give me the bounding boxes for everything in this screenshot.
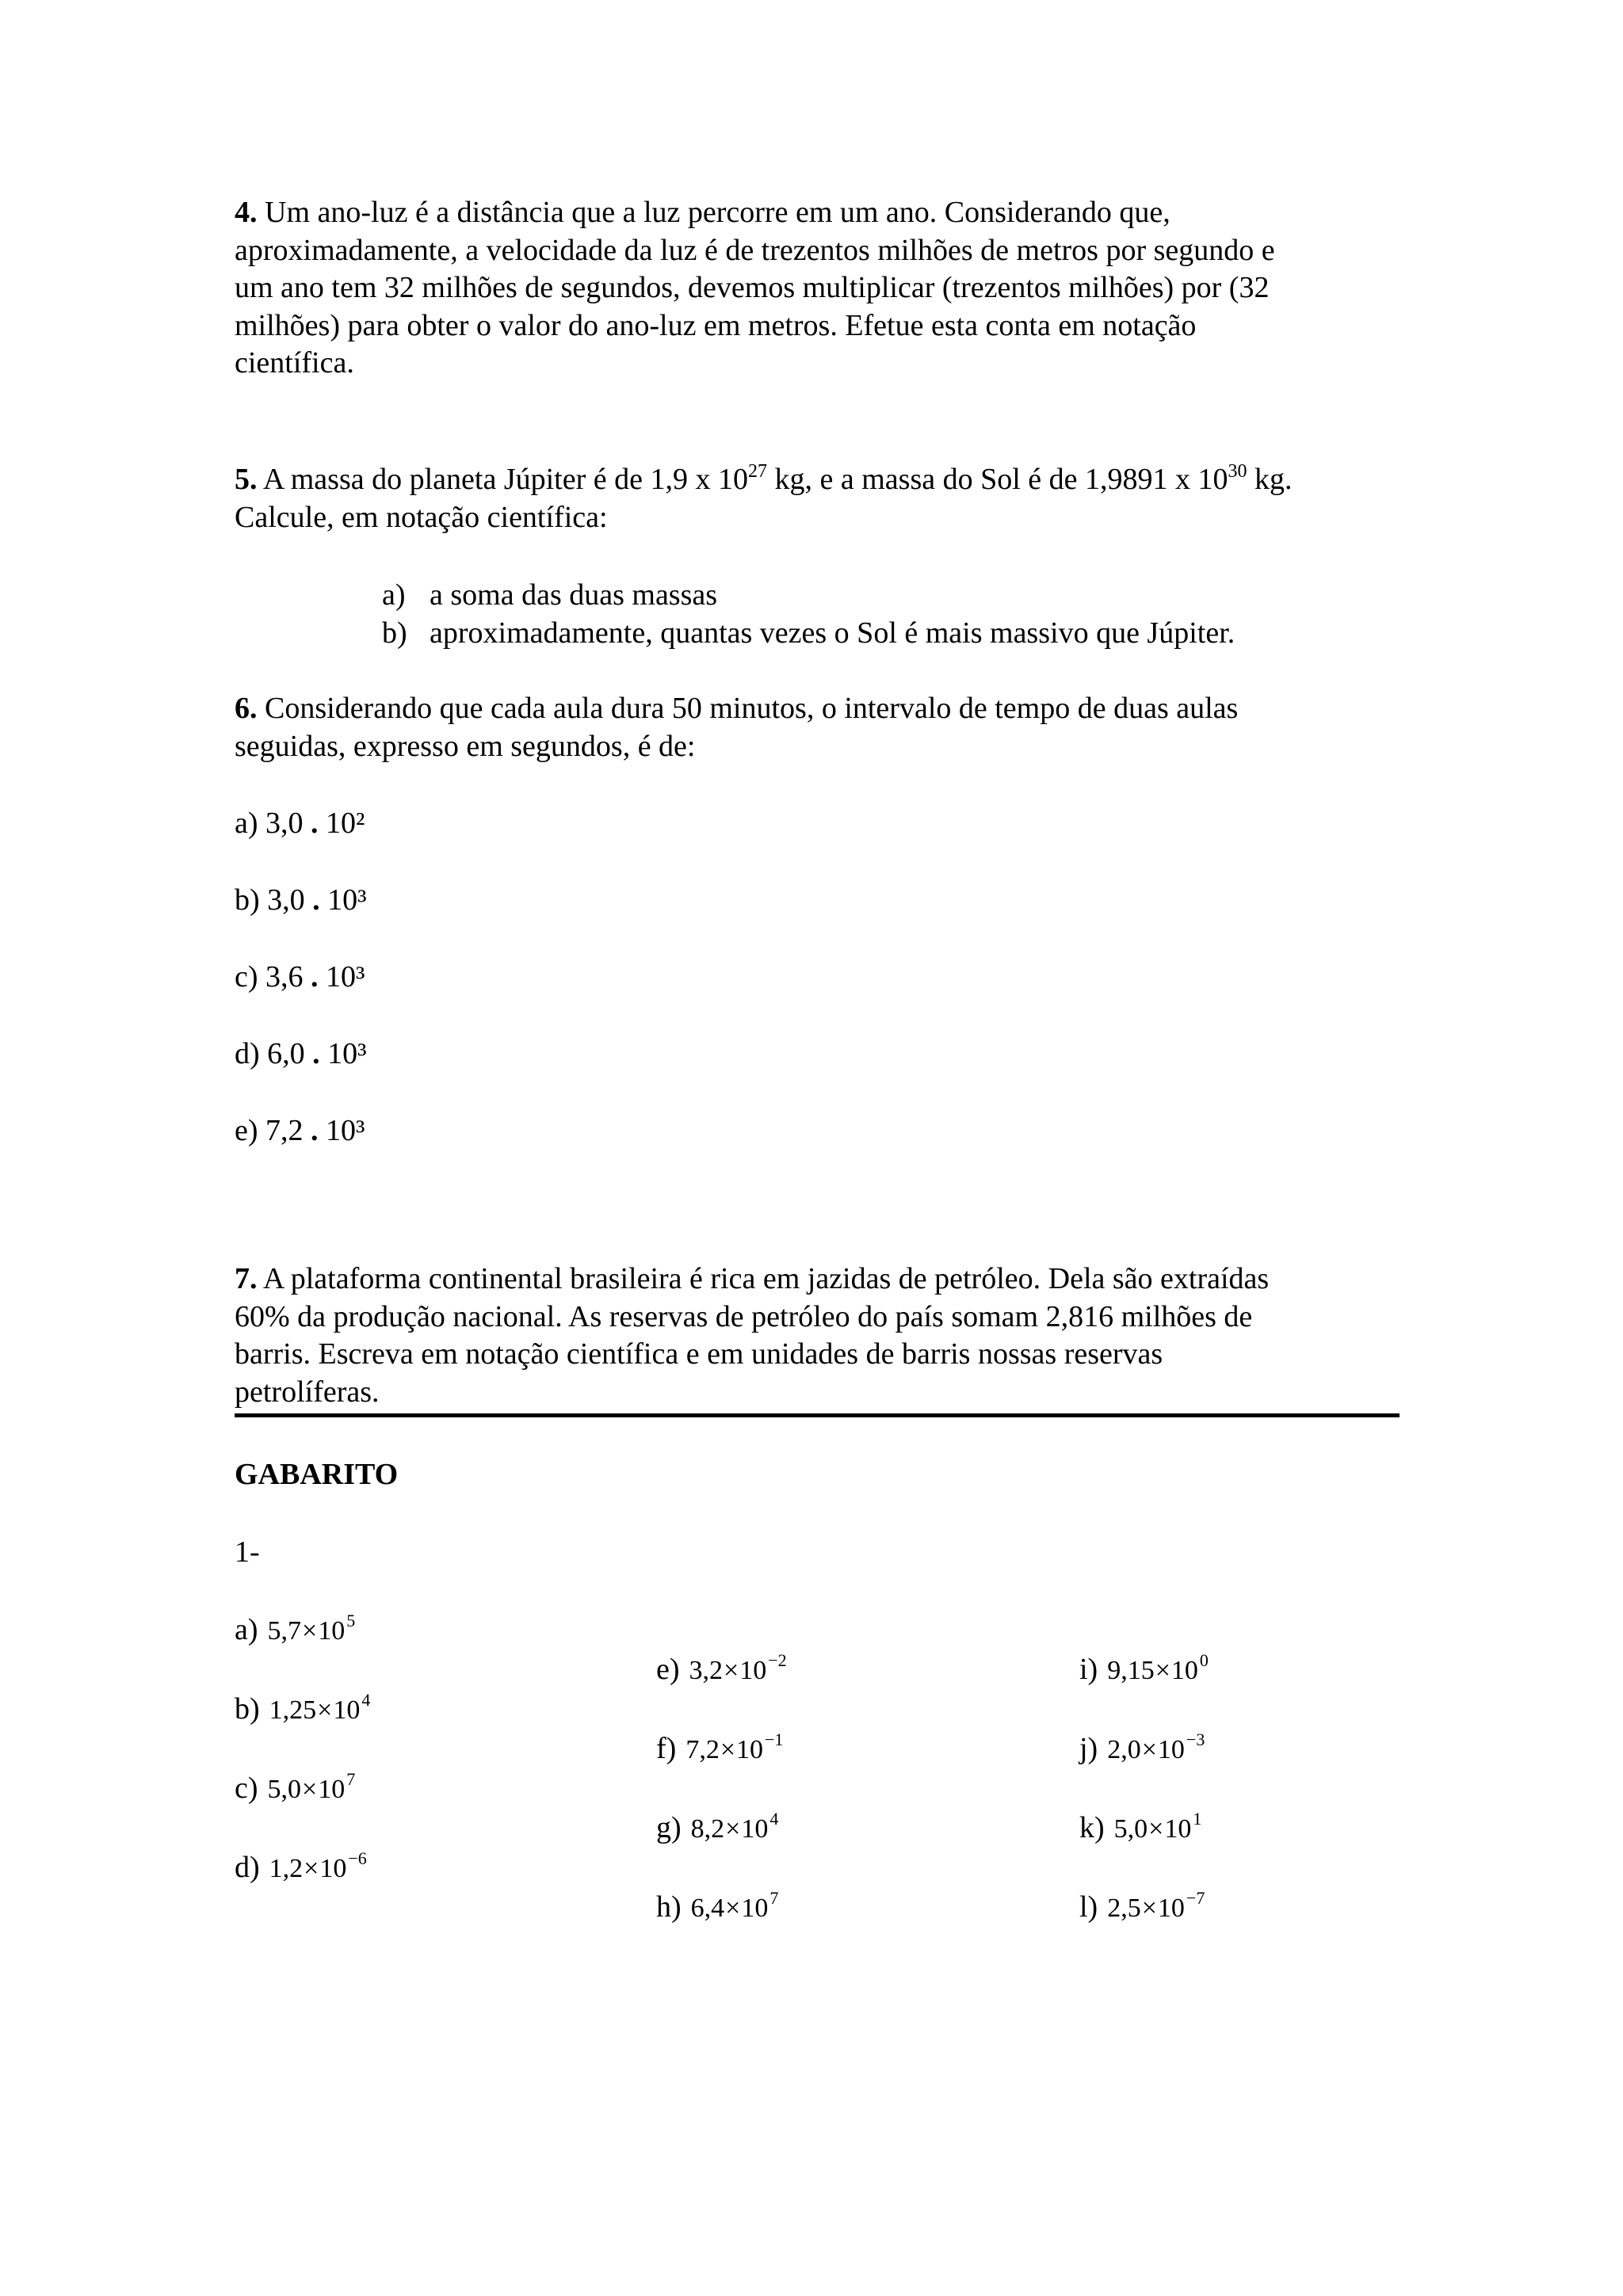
question-number: 7. — [235, 1262, 258, 1295]
question-number: 6. — [235, 692, 258, 725]
option-c — [235, 959, 1400, 997]
question-4-line-3: um ano tem 32 milhões de segundos, devemos multiplicar (trezentos milhões) por (32 — [235, 271, 1270, 304]
divider — [235, 1413, 1400, 1417]
question-text: kg. — [1247, 463, 1293, 496]
answer-label: d) — [235, 1851, 260, 1884]
question-4 — [235, 194, 1400, 383]
list-item-label: a) — [382, 578, 406, 612]
times-sign: × — [317, 1695, 333, 1725]
answer-section-label: 1- — [235, 1535, 260, 1569]
option-label: e) 7,2 — [235, 1114, 304, 1147]
list-item-label: b) — [382, 616, 407, 650]
question-text: A massa do planeta Júpiter é de 1,9 x 10 — [262, 463, 748, 496]
times-sign: × — [1141, 1735, 1157, 1764]
option-label: a) 3,0 — [235, 807, 304, 840]
base: 10 — [1164, 1814, 1192, 1844]
list-item-text: aproximadamente, quantas vezes o Sol é mais massivo que Júpiter. — [430, 616, 1235, 650]
question-6 — [235, 690, 1400, 765]
question-text: A plataforma continental brasileira é rica em jazidas de petróleo. Dela são extraídas — [262, 1262, 1270, 1295]
answer-expression — [267, 1611, 356, 1646]
question-text: Considerando que cada aula dura 50 minutos, o intervalo de tempo de duas aulas — [265, 692, 1239, 725]
exponent: 5 — [346, 1611, 356, 1630]
answer-item — [1079, 1810, 1201, 1848]
times-sign: × — [1141, 1894, 1157, 1923]
answer-label: g) — [656, 1811, 682, 1844]
exponent: 7 — [769, 1888, 779, 1908]
answer-expression — [690, 1809, 779, 1844]
mantissa: 5,0 — [1113, 1814, 1148, 1844]
mantissa: 5,0 — [267, 1775, 302, 1804]
base: 10 — [318, 1775, 346, 1804]
answer-label: i) — [1079, 1653, 1098, 1686]
answer-expression — [1107, 1650, 1209, 1685]
base: 10 — [741, 1814, 769, 1844]
base: 10 — [1157, 1894, 1185, 1923]
exponent: −7 — [1186, 1888, 1205, 1908]
mantissa: 3,2 — [689, 1656, 724, 1685]
answer-item — [656, 1651, 787, 1690]
question-text: Um ano-luz é a distância que a luz percorre em um ano. Considerando que, — [265, 196, 1170, 229]
option-b — [235, 882, 1400, 920]
mantissa: 9,15 — [1107, 1656, 1155, 1685]
mantissa: 5,7 — [267, 1616, 302, 1646]
question-4-line-4: milhões) para obter o valor do ano-luz em metros. Efetue esta conta em notação — [235, 308, 1197, 342]
answer-expression — [1107, 1730, 1205, 1764]
answer-item — [1079, 1889, 1205, 1928]
option-power: 10³ — [326, 1114, 365, 1147]
question-7-line-3: barris. Escreva em notação científica e em unidades de barris nossas reservas — [235, 1337, 1163, 1371]
exponent: 7 — [346, 1769, 356, 1789]
base: 10 — [736, 1735, 763, 1764]
option-power: 10² — [326, 807, 365, 840]
option-power: 10³ — [326, 960, 365, 994]
times-sign: × — [302, 1616, 318, 1646]
dot: . — [312, 883, 320, 917]
times-sign: × — [724, 1656, 739, 1685]
option-a — [235, 805, 1400, 843]
mantissa: 2,0 — [1107, 1735, 1141, 1764]
exponent: −6 — [348, 1848, 367, 1868]
times-sign: × — [302, 1775, 318, 1804]
exponent: 0 — [1199, 1650, 1209, 1670]
option-label: d) 6,0 — [235, 1037, 305, 1070]
mantissa: 1,2 — [269, 1854, 304, 1883]
answer-expression — [267, 1769, 356, 1804]
answer-item — [656, 1730, 783, 1769]
answer-item — [235, 1691, 370, 1730]
answer-label: a) — [235, 1613, 258, 1646]
answer-label: j) — [1079, 1732, 1098, 1765]
times-sign: × — [720, 1735, 735, 1764]
times-sign: × — [725, 1814, 741, 1844]
mantissa: 2,5 — [1107, 1894, 1141, 1923]
exponent: −1 — [765, 1730, 784, 1749]
option-power: 10³ — [327, 1037, 367, 1070]
dot: . — [311, 960, 319, 994]
base: 10 — [319, 1854, 347, 1883]
answer-label: b) — [235, 1692, 260, 1726]
answer-expression — [1107, 1888, 1205, 1923]
base: 10 — [741, 1894, 769, 1923]
base: 10 — [739, 1656, 767, 1685]
answer-item — [235, 1849, 367, 1888]
list-item — [382, 615, 1412, 653]
question-4-line-5: científica. — [235, 346, 354, 379]
mantissa: 8,2 — [690, 1814, 725, 1844]
times-sign: × — [1155, 1656, 1170, 1685]
exponent: 4 — [769, 1809, 779, 1829]
mantissa: 6,4 — [690, 1894, 725, 1923]
answer-item — [656, 1810, 778, 1848]
answer-key-title: GABARITO — [235, 1458, 399, 1491]
question-number: 4. — [235, 196, 258, 229]
answer-label: h) — [656, 1890, 682, 1924]
answer-expression — [685, 1730, 784, 1764]
answer-label: f) — [656, 1732, 677, 1765]
exponent: 30 — [1228, 461, 1247, 482]
answer-expression — [269, 1848, 367, 1883]
question-6-line-1 — [235, 690, 1400, 728]
answer-item — [656, 1889, 778, 1928]
base: 10 — [1170, 1656, 1198, 1685]
question-5-line-1 — [235, 461, 1400, 499]
answer-item — [235, 1770, 355, 1809]
exponent: 4 — [361, 1690, 371, 1710]
list-item — [382, 577, 1412, 615]
exponent: −2 — [768, 1650, 787, 1670]
option-label: c) 3,6 — [235, 960, 304, 994]
question-4-line-2: aproximadamente, a velocidade da luz é de trezentos milhões de metros por segundo e — [235, 233, 1275, 267]
mantissa: 7,2 — [685, 1735, 720, 1764]
times-sign: × — [725, 1894, 741, 1923]
times-sign: × — [304, 1854, 319, 1883]
answer-item — [235, 1611, 355, 1650]
answer-item — [1079, 1730, 1205, 1769]
answer-label: l) — [1079, 1890, 1098, 1924]
question-5-line-2: Calcule, em notação científica: — [235, 500, 608, 534]
exponent: 1 — [1193, 1809, 1202, 1829]
exponent: 27 — [748, 461, 767, 482]
dot: . — [311, 1114, 319, 1147]
dot: . — [312, 1037, 320, 1070]
answer-item — [1079, 1651, 1209, 1690]
question-4-line-1 — [235, 194, 1400, 232]
option-e — [235, 1112, 1400, 1150]
mantissa: 1,25 — [269, 1695, 317, 1725]
list-item-text: a soma das duas massas — [430, 578, 718, 612]
question-7 — [235, 1261, 1400, 1411]
option-label: b) 3,0 — [235, 883, 305, 917]
question-6-line-2: seguidas, expresso em segundos, é de: — [235, 729, 696, 763]
answer-label: k) — [1079, 1811, 1105, 1844]
answer-expression — [690, 1888, 779, 1923]
question-text: kg, e a massa do Sol é de 1,9891 x 10 — [767, 463, 1228, 496]
question-5-list — [382, 577, 1412, 652]
option-d — [235, 1035, 1400, 1074]
base: 10 — [333, 1695, 361, 1725]
question-7-line-2: 60% da produção nacional. As reservas de petróleo do país somam 2,816 milhões de — [235, 1299, 1253, 1333]
answer-expression — [689, 1650, 787, 1685]
option-power: 10³ — [327, 883, 367, 917]
question-5 — [235, 461, 1400, 536]
answer-expression — [1113, 1809, 1202, 1844]
base: 10 — [318, 1616, 346, 1646]
question-7-line-4: petrolíferas. — [235, 1375, 380, 1409]
exponent: −3 — [1186, 1730, 1205, 1749]
question-7-line-1 — [235, 1261, 1400, 1299]
base: 10 — [1157, 1735, 1185, 1764]
times-sign: × — [1148, 1814, 1164, 1844]
answer-expression — [269, 1690, 371, 1725]
answer-label: c) — [235, 1772, 258, 1805]
dot: . — [311, 807, 319, 840]
answer-label: e) — [656, 1653, 680, 1686]
question-number: 5. — [235, 463, 258, 496]
